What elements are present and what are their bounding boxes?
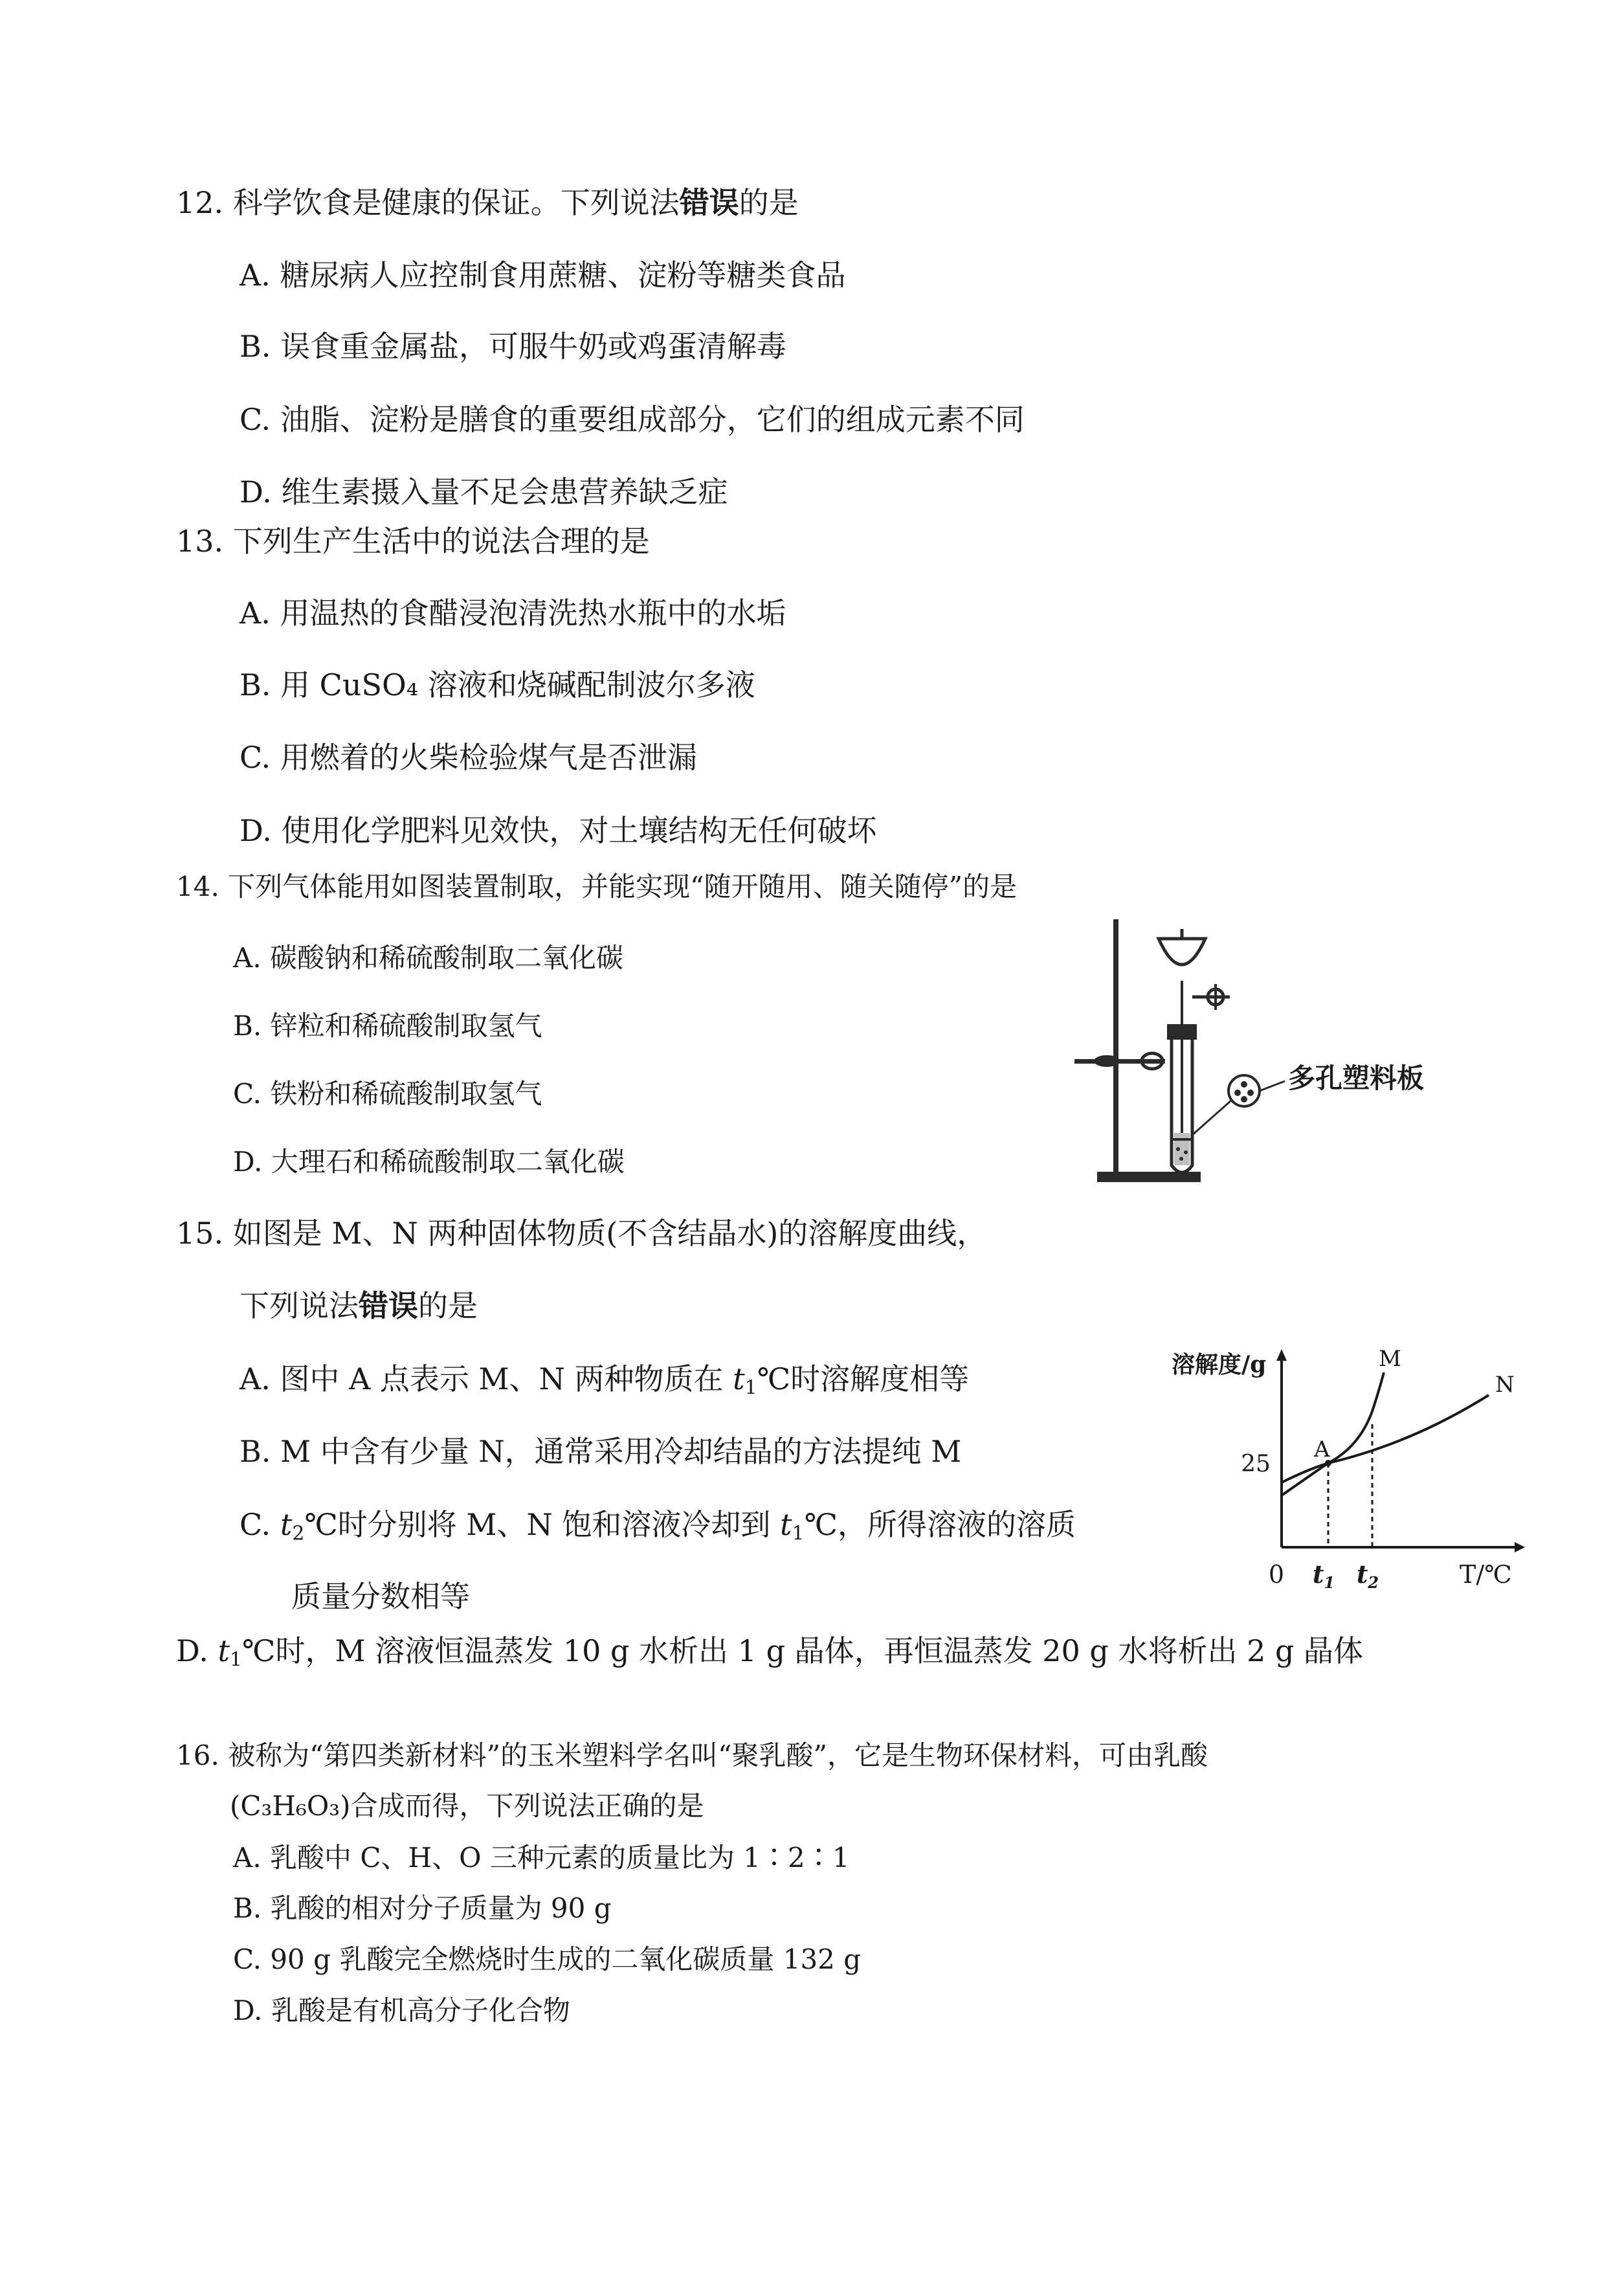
q12-option-b: B. 误食重金属盐，可服牛奶或鸡蛋清解毒 <box>239 329 787 364</box>
q12-stem-text: 12. 科学饮食是健康的保证。下列说法 <box>176 185 680 220</box>
q13-option-b: B. 用 CuSO₄ 溶液和烧碱配制波尔多液 <box>239 667 755 702</box>
q13-option-c: C. 用燃着的火柴检验煤气是否泄漏 <box>239 740 697 775</box>
q14-stem: 14. 下列气体能用如图装置制取，并能实现“随开随用、随关随停”的是 <box>176 871 1018 902</box>
q12-option-a: A. 糖尿病人应控制食用蔗糖、淀粉等糖类食品 <box>239 258 846 293</box>
q16-option-d: D. 乳酸是有机高分子化合物 <box>233 1995 570 2026</box>
q15-stem-emphasis: 错误 <box>359 1288 418 1323</box>
q16-stem-line1: 16. 被称为“第四类新材料”的玉米塑料学名叫“聚乳酸”，它是生物环保材料，可由乳酸 <box>176 1739 1208 1771</box>
y-axis-arrow <box>1276 1349 1287 1361</box>
x-axis-arrow <box>1515 1542 1525 1552</box>
q15-option-a-t-sub: 1 <box>744 1376 757 1400</box>
porous-plate-label: 多孔塑料板 <box>1288 1062 1425 1094</box>
q15-option-c-mid: ℃时分别将 M、N 饱和溶液冷却到 <box>304 1507 781 1542</box>
x-tick-t2-sub: 2 <box>1368 1573 1379 1592</box>
origin-label: 0 <box>1268 1560 1285 1589</box>
q15-stem-line2 <box>239 1286 478 1325</box>
q15-option-c <box>239 1505 1076 1553</box>
q12-stem-end: 的是 <box>739 185 799 220</box>
q15-option-c-t2-sub: 2 <box>292 1522 305 1545</box>
q14-option-c: C. 铁粉和稀硫酸制取氢气 <box>233 1078 542 1110</box>
q16-stem-line2: (C₃H₆O₃)合成而得，下列说法正确的是 <box>230 1790 704 1822</box>
q15-option-c-line2: 质量分数相等 <box>291 1579 470 1614</box>
q16-option-a: A. 乳酸中 C、H、O 三种元素的质量比为 1∶2∶1 <box>233 1842 850 1874</box>
series-label-N: N <box>1495 1372 1515 1398</box>
x-tick-t1-sub: 1 <box>1324 1573 1335 1592</box>
q15-stem-line2-end: 的是 <box>418 1288 478 1323</box>
q13-option-a: A. 用温热的食醋浸泡清洗热水瓶中的水垢 <box>239 596 786 631</box>
q14-option-d: D. 大理石和稀硫酸制取二氧化碳 <box>233 1146 625 1178</box>
q12-option-c: C. 油脂、淀粉是膳食的重要组成部分，它们的组成元素不同 <box>239 402 1025 437</box>
q15-option-c-t1-sub: 1 <box>792 1522 805 1545</box>
x-axis-label: T/℃ <box>1460 1560 1512 1589</box>
x-tick-t2-main: t <box>1356 1560 1368 1589</box>
q15-option-d-t: t <box>217 1633 230 1668</box>
stand-rod <box>1113 919 1118 1173</box>
q15-option-c-end: ℃，所得溶液的溶质 <box>804 1507 1076 1542</box>
q15-option-d <box>176 1631 1363 1679</box>
q15-option-c-t2: t <box>280 1507 293 1542</box>
q15-option-a-t: t <box>733 1361 745 1396</box>
q15-option-b: B. M 中含有少量 N，通常采用冷却结晶的方法提纯 M <box>239 1434 962 1469</box>
clamp-knob <box>1094 1055 1120 1067</box>
x-tick-label-t1 <box>1313 1560 1335 1592</box>
q13-option-d: D. 使用化学肥料见效快，对土壤结构无任何破坏 <box>239 813 877 848</box>
q15-option-c-text: C. <box>239 1507 280 1542</box>
series-line-M <box>1282 1372 1384 1495</box>
q12-stem <box>176 183 799 222</box>
q14-option-b: B. 锌粒和稀硫酸制取氢气 <box>233 1010 542 1042</box>
q13-stem: 13. 下列生产生活中的说法合理的是 <box>176 524 650 559</box>
gas-generator-apparatus-figure <box>1062 893 1463 1191</box>
funnel-bulb <box>1159 939 1205 965</box>
q14-option-a: A. 碳酸钠和稀硫酸制取二氧化碳 <box>233 942 624 974</box>
q16-option-b: B. 乳酸的相对分子质量为 90 g <box>233 1892 612 1924</box>
q12-option-d: D. 维生素摄入量不足会患营养缺乏症 <box>239 475 728 509</box>
q15-option-a <box>239 1359 969 1407</box>
x-tick-t1-main: t <box>1312 1560 1324 1589</box>
q12-stem-emphasis: 错误 <box>679 185 739 220</box>
solubility-curve-chart <box>1165 1334 1528 1605</box>
q15-option-d-text: D. <box>176 1633 218 1668</box>
q15-option-d-end: ℃时，M 溶液恒温蒸发 10 g 水析出 1 g 晶体，再恒温蒸发 20 g 水将析出 2 g 晶体 <box>242 1633 1364 1668</box>
q15-stem-line1: 15. 如图是 M、N 两种固体物质(不含结晶水)的溶解度曲线， <box>176 1216 987 1251</box>
y-axis-label: 溶解度/g <box>1172 1351 1267 1378</box>
clamp-arm <box>1074 1059 1165 1064</box>
q15-option-d-t-sub: 1 <box>230 1648 243 1672</box>
series-line-N <box>1282 1395 1489 1482</box>
q15-option-a-end: ℃时溶解度相等 <box>757 1361 970 1396</box>
x-tick-label-t2 <box>1357 1560 1379 1592</box>
q15-option-a-text: A. 图中 A 点表示 M、N 两种物质在 <box>239 1361 733 1396</box>
series-label-M: M <box>1379 1346 1401 1372</box>
q15-option-c-t1: t <box>780 1507 792 1542</box>
q16-option-c: C. 90 g 乳酸完全燃烧时生成的二氧化碳质量 132 g <box>233 1943 862 1975</box>
y-tick-label-25: 25 <box>1241 1451 1271 1477</box>
q15-stem-line2-text: 下列说法 <box>239 1288 359 1323</box>
point-A-label: A <box>1314 1437 1330 1462</box>
